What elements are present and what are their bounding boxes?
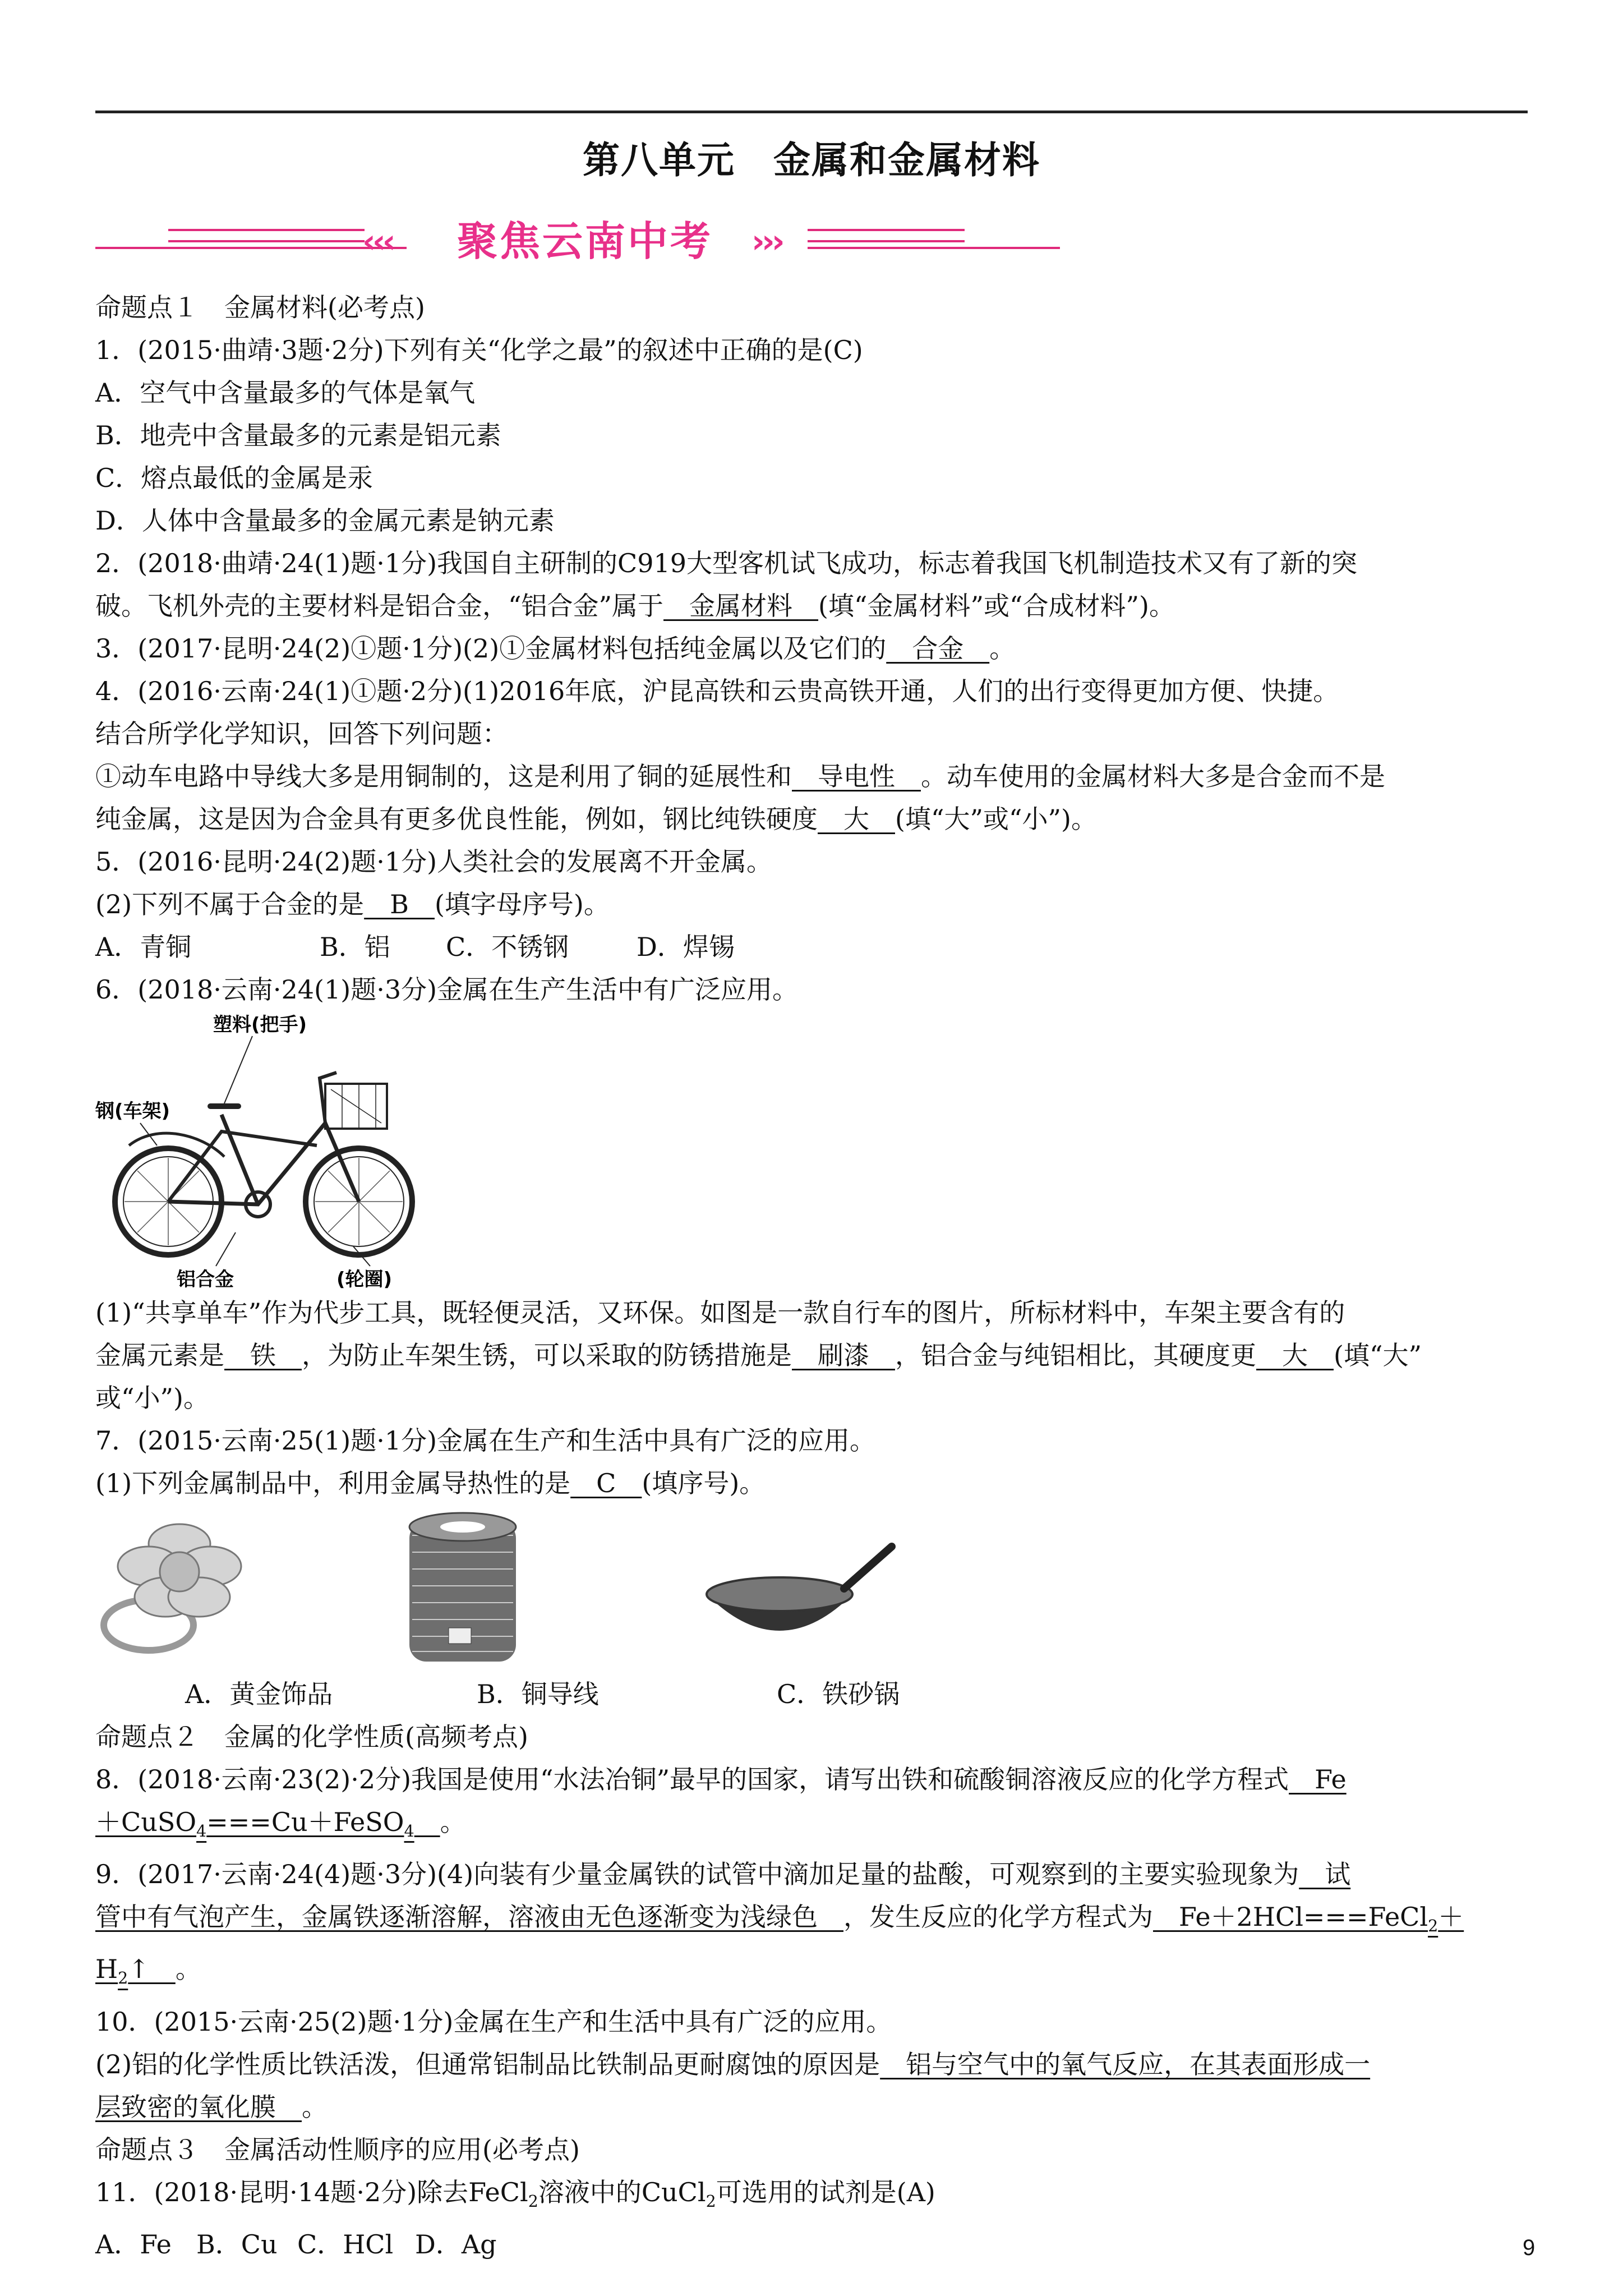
q5-line2 [95, 883, 1531, 926]
q7-stem: 7．(2015·云南·25(1)题·1分)金属在生产和生活中具有广泛的应用。 [95, 1425, 876, 1456]
q8-answer-sub-2: 4 [404, 1822, 414, 1841]
q6-answer-2: 刷漆 [792, 1340, 895, 1370]
q5-option-b: B．铝 [320, 932, 390, 962]
label-handle: 塑料(把手) [213, 1014, 307, 1036]
q11-text-mid: 溶液中的CuCl [538, 2177, 706, 2207]
banner-right-line-upper [808, 229, 965, 231]
q6-answer-3: 大 [1256, 1340, 1334, 1370]
caption-a: A．黄金饰品 [185, 1679, 333, 1709]
q11-options [95, 2223, 1531, 2266]
q5-option-c: C．不锈钢 [446, 932, 569, 962]
q6-line2 [95, 1334, 1531, 1377]
q9-answer-2-sub: 2 [1428, 1917, 1438, 1936]
q1-option-c: C．熔点最低的金属是汞 [95, 463, 374, 493]
chevron-right-icon: ››› [751, 222, 782, 260]
q8-answer-b: ＋CuSO [95, 1807, 197, 1837]
q4-line4 [95, 798, 1531, 840]
q11-option-d: D．Ag [415, 2229, 497, 2260]
q6-text: 金属元素是 [95, 1340, 224, 1370]
q5-line1: 5．(2016·昆明·24(2)题·1分)人类社会的发展离不开金属。 [95, 846, 773, 877]
q4-text: ①动车电路中导线大多是用铜制的，这是利用了铜的延展性和 [95, 761, 792, 792]
q7-answer: C [570, 1468, 642, 1498]
caption-c: C．铁砂锅 [777, 1679, 900, 1709]
caption-b: B．铜导线 [477, 1679, 599, 1709]
q11-option-a: A．Fe [95, 2229, 172, 2260]
chevron-left-icon: ‹‹‹ [362, 222, 393, 260]
q2-text-post: (填“金属材料”或“合成材料”)。 [818, 591, 1175, 621]
q2-line2 [95, 585, 1531, 627]
copper-wire-image [409, 1513, 516, 1662]
q6-answer-1: 铁 [224, 1340, 302, 1370]
q5-option-a: A．青铜 [95, 932, 192, 962]
q10-line2 [95, 2043, 1531, 2128]
q7-line2 [95, 1462, 1531, 1504]
q9-answer-2b: ＋ [1438, 1902, 1464, 1932]
q10-answer-a: 铝与空气中的氧气反应，在其表面形成一 [880, 2049, 1371, 2079]
q9-text: 9．(2017·云南·24(4)题·3分)(4)向装有少量金属铁的试管中滴加足量的盐酸，可观察到的主要实验现象为 [95, 1859, 1299, 1890]
top-rule [95, 111, 1528, 113]
q2-line1: 2．(2018·曲靖·24(1)题·1分)我国自主研制的C919大型客机试飞成功，标志着我国飞机制造技术又有了新的突 [95, 548, 1358, 578]
q9-line [95, 1853, 1531, 2000]
q5-answer: B [364, 889, 435, 919]
page-content [95, 286, 1531, 2266]
q1-option-a: A．空气中含量最多的气体是氧气 [95, 378, 476, 408]
q9-text-mid: ，发生反应的化学方程式为 [843, 1902, 1153, 1932]
q8-text-post: 。 [440, 1807, 466, 1837]
q6-stem: 6．(2018·云南·24(1)题·3分)金属在生产生活中有广泛应用。 [95, 974, 799, 1005]
label-frame: 钢(车架) [95, 1100, 170, 1122]
section-heading-1: 命题点１ 金属材料(必考点) [95, 292, 425, 323]
q9-answer-2a: Fe＋2HCl===FeCl [1153, 1902, 1428, 1932]
q11-sub-2: 2 [706, 2192, 716, 2211]
q8-answer-end [414, 1807, 440, 1837]
q5-options [95, 926, 1531, 968]
bicycle-figure [95, 1011, 1531, 1291]
metal-products-figure [95, 1504, 1531, 1673]
q9-answer-1b: 管中有气泡产生，金属铁逐渐溶解，溶液由无色逐渐变为浅绿色 [95, 1902, 843, 1932]
q11-text-post: 可选用的试剂是(A) [716, 2177, 935, 2207]
q8-answer-sub-1: 4 [196, 1822, 207, 1841]
q1-option-d: D．人体中含量最多的金属元素是钠元素 [95, 505, 555, 536]
q9-answer-2c: H [95, 1954, 118, 1985]
q8-text: 8．(2018·云南·23(2)·2分)我国是使用“水法冶铜”最早的国家，请写出铁和硫酸铜溶液反应的化学方程式 [95, 1764, 1289, 1795]
banner-right-line-middle [808, 240, 965, 242]
q3-text: 3．(2017·昆明·24(2)①题·1分)(2)①金属材料包括纯金属以及它们的 [95, 633, 887, 664]
q5-text-post: (填字母序号)。 [434, 889, 610, 919]
q2-answer: 金属材料 [663, 591, 819, 621]
q1-option-b: B．地壳中含量最多的元素是铝元素 [95, 420, 501, 450]
q4-text-2: 纯金属，这是因为合金具有更多优良性能，例如，钢比纯铁硬度 [95, 804, 818, 834]
q8-answer-c: ===Cu＋FeSO [206, 1807, 404, 1837]
q3-line [95, 627, 1531, 670]
q6-line1: (1)“共享单车”作为代步工具，既轻便灵活，又环保。如图是一款自行车的图片，所标材料中，车架主要含有的 [95, 1297, 1345, 1328]
q4-line2: 结合所学化学知识，回答下列问题： [95, 719, 508, 749]
q5-option-d: D．焊锡 [637, 932, 735, 962]
banner-text: 聚焦云南中考 [457, 218, 713, 265]
banner-left-line-middle [168, 240, 365, 242]
page-number: 9 [1523, 2235, 1536, 2260]
q1-stem: 1．(2015·曲靖·3题·2分)下列有关“化学之最”的叙述中正确的是(C) [95, 335, 863, 365]
section-banner [0, 213, 1623, 275]
iron-wok-image [707, 1547, 892, 1631]
q11-option-c: C．HCl [297, 2229, 394, 2260]
section-heading-3: 命题点３ 金属活动性顺序的应用(必考点) [95, 2134, 580, 2165]
section-heading-2: 命题点２ 金属的化学性质(高频考点) [95, 1722, 528, 1752]
banner-left-line-upper [168, 229, 365, 231]
q2-text: 破。飞机外壳的主要材料是铝合金，“铝合金”属于 [95, 591, 664, 621]
q3-answer: 合金 [886, 633, 990, 664]
q6-text-mid-2: ，铝合金与纯铝相比，其硬度更 [895, 1340, 1256, 1370]
q10-text: (2)铝的化学性质比铁活泼，但通常铝制品比铁制品更耐腐蚀的原因是 [95, 2049, 880, 2079]
q4-answer-1: 导电性 [792, 761, 921, 792]
q7-captions [95, 1673, 1531, 1715]
q9-answer-2d: ↑ [128, 1954, 176, 1985]
q3-text-post: 。 [989, 633, 1016, 664]
q4-line3 [95, 755, 1531, 798]
q11-stem [95, 2171, 1531, 2223]
gold-ring-image [104, 1524, 241, 1650]
q11-sub-1: 2 [528, 2192, 538, 2211]
q6-line3: 或“小”)。 [95, 1383, 209, 1413]
q11-option-b: B．Cu [196, 2229, 278, 2260]
q9-answer-2c-sub: 2 [118, 1969, 128, 1988]
q9-answer-1a: 试 [1299, 1859, 1351, 1890]
label-wheel: (轮圈) [336, 1268, 393, 1291]
q10-line1: 10．(2015·云南·25(2)题·1分)金属在生产和生活中具有广泛的应用。 [95, 2006, 892, 2037]
q8-line [95, 1758, 1531, 1853]
q4-text-post: 。动车使用的金属材料大多是合金而不是 [921, 761, 1385, 792]
banner-right-line [808, 247, 1060, 249]
q9-text-post: 。 [175, 1954, 201, 1985]
q7-text-post: (填序号)。 [642, 1468, 766, 1498]
bicycle-image [95, 1011, 443, 1291]
banner-left-line [95, 247, 407, 249]
q4-answer-2: 大 [818, 804, 895, 834]
q6-text-post: (填“大” [1334, 1340, 1422, 1370]
q10-answer-b: 层致密的氧化膜 [95, 2091, 302, 2122]
q8-answer-a: Fe [1289, 1764, 1347, 1795]
q11-text: 11．(2018·昆明·14题·2分)除去FeCl [95, 2177, 528, 2207]
q4-line1: 4．(2016·云南·24(1)①题·2分)(1)2016年底，沪昆高铁和云贵高铁开通，人们的出行变得更加方便、快捷。 [95, 676, 1339, 706]
metal-products-image [95, 1504, 937, 1673]
label-alloy: 铝合金 [177, 1268, 234, 1291]
q5-text: (2)下列不属于合金的是 [95, 889, 365, 919]
q6-text-mid: ，为防止车架生锈，可以采取的防锈措施是 [302, 1340, 792, 1370]
q4-text-2-post: (填“大”或“小”)。 [895, 804, 1097, 834]
page-title: 第八单元 金属和金属材料 [583, 139, 1040, 182]
q10-text-post: 。 [302, 2091, 328, 2122]
q7-text: (1)下列金属制品中，利用金属导热性的是 [95, 1468, 571, 1498]
